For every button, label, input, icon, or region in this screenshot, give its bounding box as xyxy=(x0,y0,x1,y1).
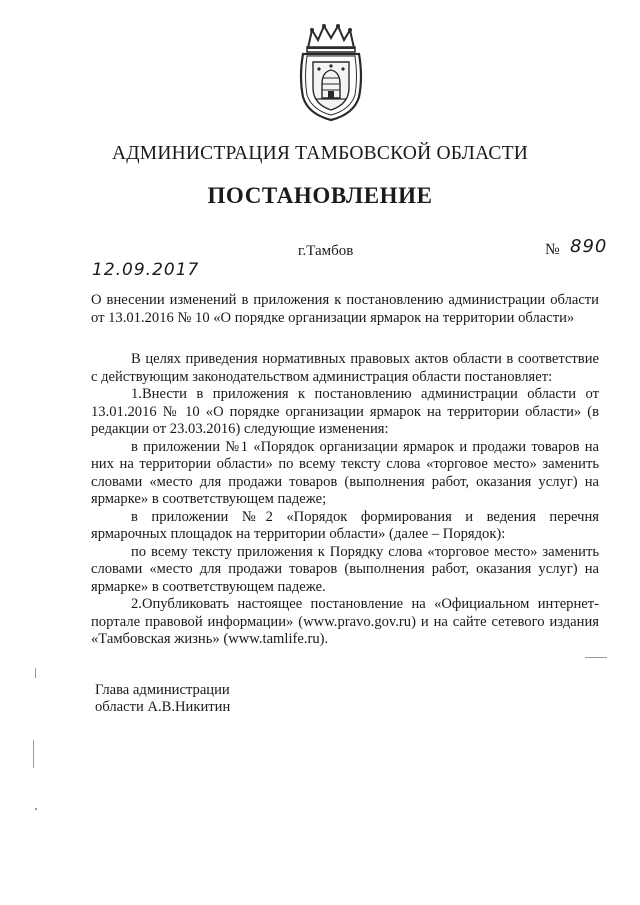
scan-artifact-dot xyxy=(35,808,37,810)
city-label: г.Тамбов xyxy=(298,243,354,259)
document-number-label: № xyxy=(545,241,560,258)
scan-artifact-mark xyxy=(35,668,36,678)
item-2-paragraph: 2.Опубликовать настоящее постановление на «Официальном интернет-портале правовой информации» (www.pravo.gov.ru) и на сайте сетевого издания «Тамбовская жизнь» (www.tamlife.ru). xyxy=(91,596,599,647)
scan-artifact-line xyxy=(585,657,607,658)
appendix-2-paragraph: в приложении №2 «Порядок формирования и ведения перечня ярмарочных площадок на территории области» (далее – Порядок): xyxy=(91,508,599,542)
organization-name: АДМИНИСТРАЦИЯ ТАМБОВСКОЙ ОБЛАСТИ xyxy=(112,143,528,164)
preamble-paragraph: В целях приведения нормативных правовых актов области в соответствие с действующим законодательством администрация области постановляет: xyxy=(91,351,599,385)
handwritten-date: 12.09.2017 xyxy=(92,260,200,280)
signatory-name: области А.В.Никитин xyxy=(95,699,231,715)
document-number-handwritten: 890 xyxy=(570,236,608,257)
appendix-1-change-paragraph: в приложении №1 «Порядок организации ярмарок и продажи товаров на них на территории области» по всему тексту слова «торговое место» заменить словами «место для продажи товаров (выполнения работ, оказания услуг) на ярмарке» в соответствующем падеже; xyxy=(91,438,599,507)
signatory-title: Глава администрации xyxy=(95,682,230,698)
document-body xyxy=(91,351,599,649)
document-type-title: ПОСТАНОВЛЕНИЕ xyxy=(207,183,433,208)
scan-artifact-edge xyxy=(33,740,34,768)
appendix-2-change-paragraph: по всему тексту приложения к Порядку слова «торговое место» заменить словами «место для продажи товаров (выполнения работ, оказания услуг) на ярмарке» в соответствующем падеже. xyxy=(91,543,599,595)
coat-of-arms-icon xyxy=(298,22,364,122)
document-subject: О внесении изменений в приложения к постановлению администрации области от 13.01.2016 № 10 «О порядке организации ярмарок на территории области» xyxy=(91,292,599,326)
item-1-paragraph: 1.Внести в приложения к постановлению администрации области от 13.01.2016 № 10 «О порядке организации ярмарок на территории области» (в редакции от 23.03.2016) следующие изменения: xyxy=(91,386,599,437)
